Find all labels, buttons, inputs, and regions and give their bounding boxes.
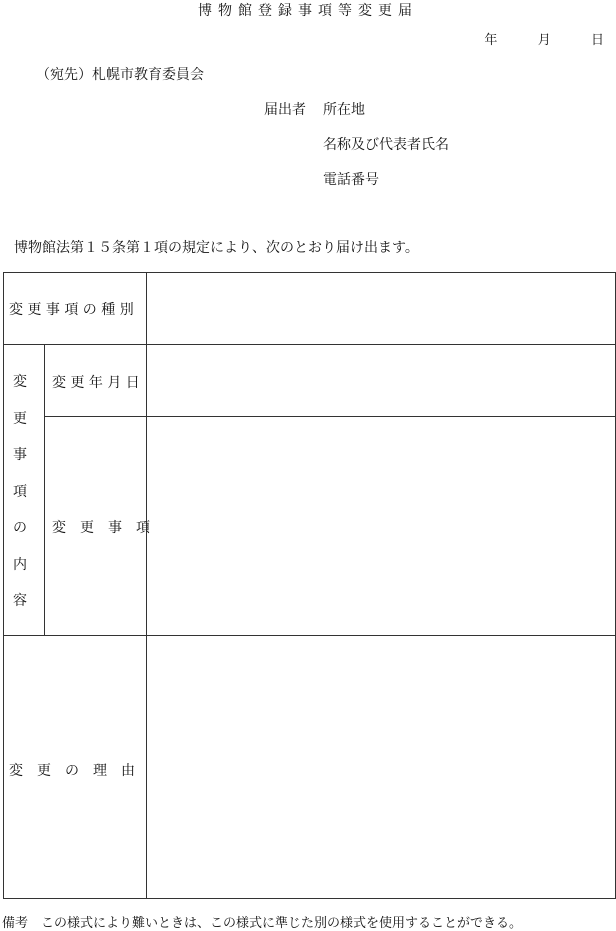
change-content-char: 事 <box>13 447 27 463</box>
month-label: 月 <box>537 33 551 48</box>
change-content-char: 更 <box>13 410 27 427</box>
day-label: 日 <box>590 33 604 48</box>
applicant-phone-label: 電話番号 <box>323 172 379 188</box>
applicant-name-label: 名称及び代表者氏名 <box>323 137 449 153</box>
change-type-field[interactable] <box>147 273 615 344</box>
change-reason-label: 変 更 の 理 由 <box>9 763 135 779</box>
addressee: （宛先）札幌市教育委員会 <box>36 67 204 83</box>
applicant-address-label: 所在地 <box>323 102 365 118</box>
change-content-char: の <box>13 520 27 536</box>
form-title: 博物館登録事項等変更届 <box>198 3 418 19</box>
change-content-char: 項 <box>13 483 27 500</box>
change-item-label: 変 更 事 項 <box>52 520 150 536</box>
change-content-char: 容 <box>13 593 27 609</box>
change-content-label <box>10 372 30 628</box>
change-reason-field[interactable] <box>147 636 615 898</box>
change-item-field[interactable] <box>147 417 615 635</box>
change-type-label: 変 更 事 項 の 種 別 <box>9 302 134 318</box>
year-label: 年 <box>484 33 498 48</box>
change-content-char: 内 <box>13 556 27 573</box>
remarks-note: 備考 この様式により難いときは、この様式に準じた別の様式を使用することができる。 <box>2 916 523 931</box>
date-line <box>484 29 604 48</box>
table-border-bottom <box>3 898 616 899</box>
sub-column-divider <box>44 344 45 636</box>
table-border-left <box>3 272 4 899</box>
change-date-label: 変 更 年 月 日 <box>52 375 140 391</box>
change-content-char: 変 <box>13 374 27 390</box>
intro-text: 博物館法第１５条第１項の規定により、次のとおり届け出ます。 <box>14 240 419 256</box>
applicant-label: 届出者 <box>264 102 306 118</box>
change-date-field[interactable] <box>147 345 615 416</box>
